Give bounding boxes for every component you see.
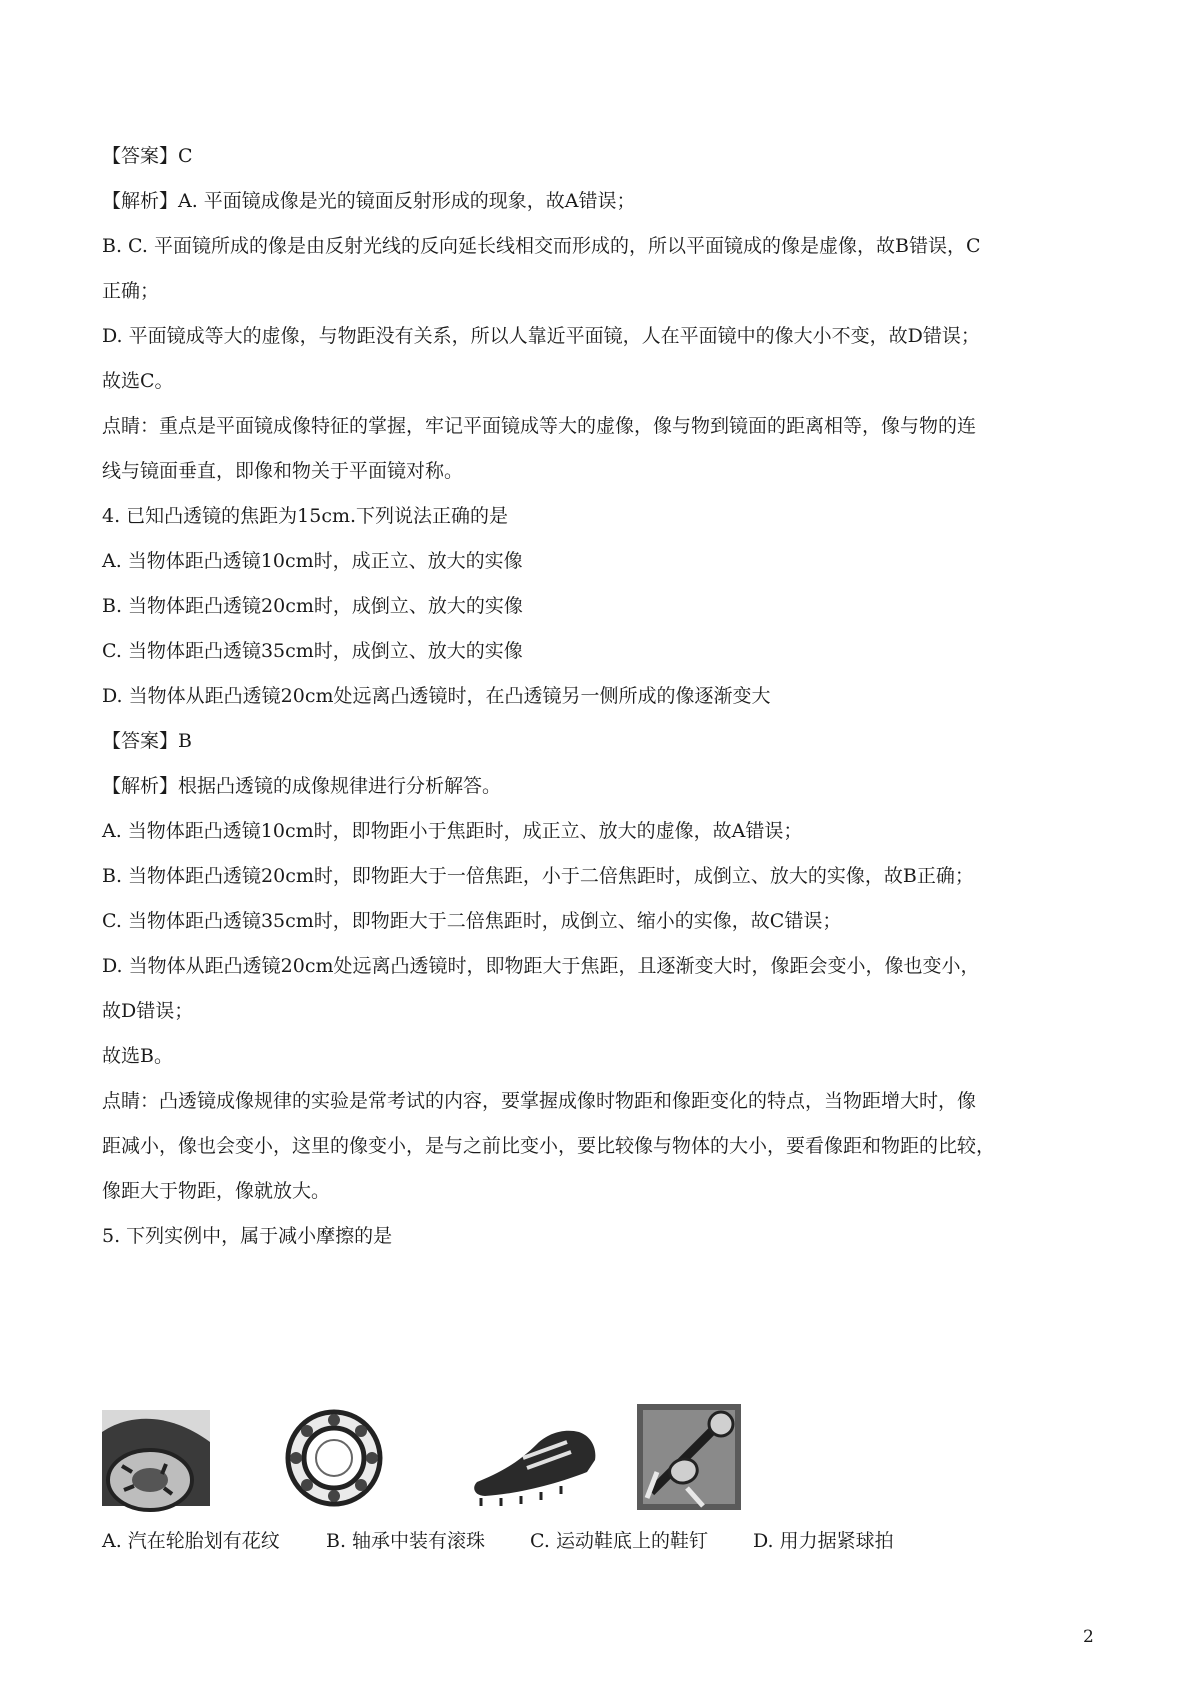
question-option: D. 当物体从距凸透镜20cm处远离凸透镜时，在凸透镜另一侧所成的像逐渐变大 xyxy=(102,685,771,707)
racket-grip-icon xyxy=(637,1402,757,1514)
analysis-line: B. 当物体距凸透镜20cm时，即物距大于一倍焦距，小于二倍焦距时，成倒立、放大的实像，故B正确； xyxy=(102,865,974,887)
analysis-line: 故D错误； xyxy=(102,1000,194,1022)
tire-tread-icon xyxy=(102,1402,222,1514)
ball-bearing-icon xyxy=(274,1402,394,1514)
spiked-shoe-icon xyxy=(467,1402,587,1514)
remark-line: 距减小，像也会变小，这里的像变小，是与之前比变小，要比较像与物体的大小，要看像距和物距的比较， xyxy=(102,1135,996,1157)
analysis-line: 正确； xyxy=(102,280,160,302)
analysis-line: 【解析】根据凸透镜的成像规律进行分析解答。 xyxy=(102,775,502,797)
answer-label: 【答案】C xyxy=(102,145,193,167)
question-option: B. 当物体距凸透镜20cm时，成倒立、放大的实像 xyxy=(102,595,523,617)
answer-label: 【答案】B xyxy=(102,730,192,752)
page-number: 2 xyxy=(1083,1627,1094,1647)
option-c-caption: C. 运动鞋底上的鞋钉 xyxy=(530,1530,708,1552)
remark-line: 点睛：凸透镜成像规律的实验是常考试的内容，要掌握成像时物距和像距变化的特点，当物距增大时，像 xyxy=(102,1090,977,1112)
analysis-line: C. 当物体距凸透镜35cm时，即物距大于二倍焦距时，成倒立、缩小的实像，故C错误； xyxy=(102,910,842,932)
question-stem: 5. 下列实例中，属于减小摩擦的是 xyxy=(102,1225,393,1247)
remark-line: 点睛：重点是平面镜成像特征的掌握，牢记平面镜成等大的虚像，像与物到镜面的距离相等，像与物的连 xyxy=(102,415,977,437)
analysis-line: D. 平面镜成等大的虚像，与物距没有关系，所以人靠近平面镜，人在平面镜中的像大小不变，故D错误； xyxy=(102,325,980,347)
remark-line: 线与镜面垂直，即像和物关于平面镜对称。 xyxy=(102,460,464,482)
option-b-caption: B. 轴承中装有滚珠 xyxy=(326,1530,486,1552)
option-a-caption: A. 汽在轮胎划有花纹 xyxy=(102,1530,280,1552)
option-d-caption: D. 用力据紧球拍 xyxy=(753,1530,894,1552)
conclusion-line: 故选B。 xyxy=(102,1045,173,1067)
figure-captions xyxy=(102,1528,1002,1558)
analysis-line: B. C. 平面镜所成的像是由反射光线的反向延长线相交而形成的，所以平面镜成的像是虚像，故B错误，C xyxy=(102,235,981,257)
question-option: A. 当物体距凸透镜10cm时，成正立、放大的实像 xyxy=(102,550,523,572)
remark-line: 像距大于物距，像就放大。 xyxy=(102,1180,331,1202)
figure-row xyxy=(102,1402,822,1514)
question-stem: 4. 已知凸透镜的焦距为15cm.下列说法正确的是 xyxy=(102,505,509,527)
conclusion-line: 故选C。 xyxy=(102,370,174,392)
analysis-line: D. 当物体从距凸透镜20cm处远离凸透镜时，即物距大于焦距，且逐渐变大时，像距会变小，像也变小， xyxy=(102,955,980,977)
analysis-line: A. 当物体距凸透镜10cm时，即物距小于焦距时，成正立、放大的虚像，故A错误； xyxy=(102,820,803,842)
analysis-line: 【解析】A. 平面镜成像是光的镜面反射形成的现象，故A错误； xyxy=(102,190,636,212)
question-option: C. 当物体距凸透镜35cm时，成倒立、放大的实像 xyxy=(102,640,523,662)
